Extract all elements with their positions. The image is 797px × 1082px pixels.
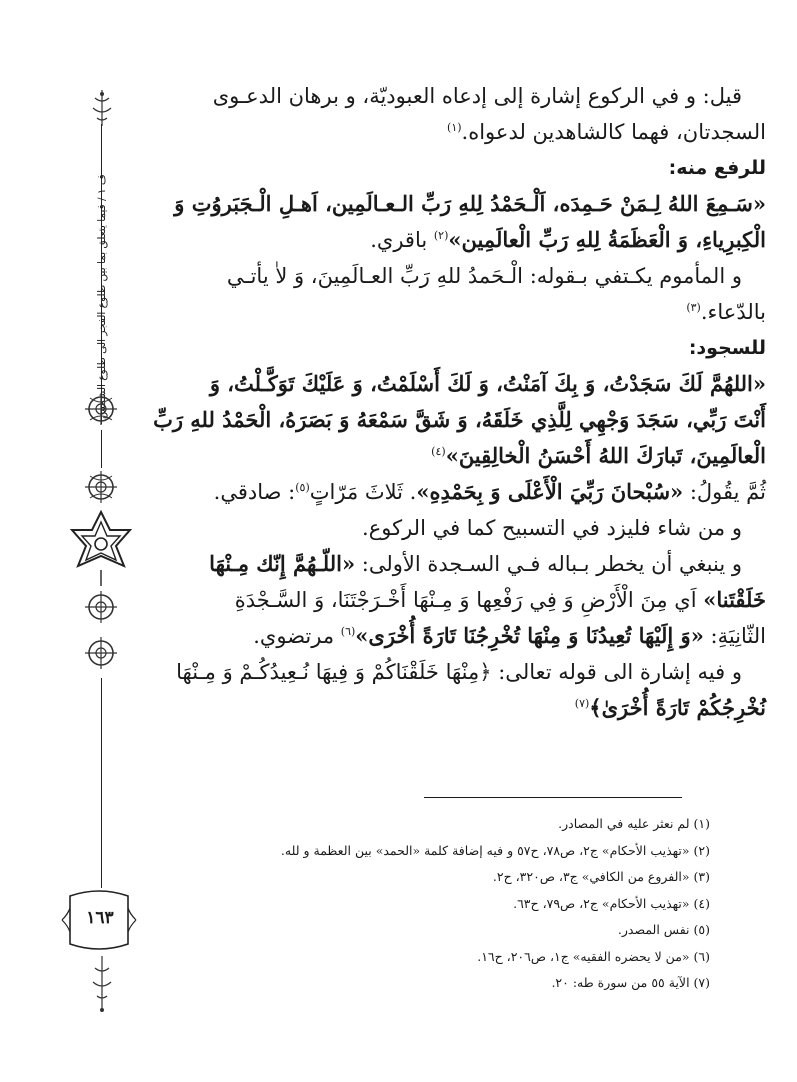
dua-sujud-line-3	[146, 438, 766, 474]
paragraph-7-intro: و ينبغي أن يخطر بـباله فـي السـجدة الأولى:	[355, 552, 742, 576]
paragraph-7-dua-second: «وَ إِلَيْهَا تُعِيدُنَا وَ مِنْهَا تُخْرِجُنَا تَارَةً أُخْرَى»	[355, 623, 704, 648]
footnote-1: (١) لم نعثر عليه في المصادر.	[558, 816, 710, 831]
dua-sujud-text: الْعالَمِينَ، تَبارَكَ اللهُ أَحْسَنُ الْخالِقِينَ»	[445, 443, 766, 468]
dua-rising-line-1: «سَـمِعَ اللهُ لِـمَنْ حَـمِدَه، اَلْـحَمْدُ لِلهِ رَبِّ الـعـالَمِين، اَهـلِ الْـجَبَروُتِ وَ	[174, 191, 766, 216]
dua-sujud-line-1: «اللهُمَّ لَكَ سَجَدْتُ، وَ بِكَ آمَنْتُ، وَ لَكَ أَسْلَمْتُ، وَ عَلَيْكَ تَوَكَّـلْتُ، وَ	[209, 371, 766, 396]
footnote-ref-3: (٣)	[686, 301, 701, 314]
footnote-7: (٧) الآية ٥٥ من سورة طه: ٢٠.	[551, 975, 710, 990]
footnote-ref-4: (٤)	[431, 445, 446, 458]
ornament-knot-2-icon	[80, 466, 122, 508]
source-murtadawi: مرتضوي.	[253, 624, 341, 648]
margin-rule-bottom	[101, 678, 102, 888]
star-medallion-icon	[66, 508, 136, 588]
paragraph-7-line-2	[146, 582, 766, 618]
main-text	[146, 78, 766, 726]
dua-rising-text: الْكِبرِياءِ، وَ الْعَظَمَةُ لِلهِ رَبِّ الْعالَمِين»	[448, 227, 766, 252]
footnote-5: (٥) نفس المصدر.	[617, 922, 710, 937]
footnote-separator	[424, 797, 682, 798]
quran-verse: نُخْرِجُكُمْ تَارَةً أُخْرَىٰ﴾	[589, 695, 766, 720]
footnote-6: (٦) «من لا يحضره الفقيه» ج١، ص٢٠٦، ح١٦.	[477, 948, 710, 964]
page-number: ١٦٣	[86, 908, 114, 928]
paragraph-5-count: . ثَلاثَ مَرّاتٍ	[309, 480, 417, 504]
footnote-ref-7: (٧)	[574, 697, 590, 710]
footnotes	[150, 811, 710, 997]
footnote-ref-2: (٢)	[433, 229, 449, 242]
flourish-top-icon	[87, 88, 117, 128]
paragraph-3-line-1: و المأموم يكـتفي بـقوله: الْـحَمدُ للهِ رَبِّ العـالَمِينَ، وَ لاٰ يأتـي	[226, 264, 742, 288]
dua-sujud-line-2: أَنْتَ رَبِّي، سَجَدَ وَجْهِي لِلَّذِي خَلَقَهُ، وَ شَقَّ سَمْعَهُ وَ بَصَرَهُ، الْحَمْدُ للهِ رَبِّ	[153, 407, 766, 432]
footnote-ref-6: (٦)	[340, 625, 356, 638]
dua-rising-line-2	[146, 222, 766, 258]
paragraph-6: و من شاء فليزد في التسبيح كما في الركوع.	[362, 516, 742, 540]
paragraph-7-line-3	[146, 618, 766, 654]
source-sadiqi: : صادقي.	[213, 480, 296, 504]
margin-rule-mid-1	[101, 430, 102, 468]
paragraph-5	[146, 474, 766, 510]
paragraph-1-text: السجدتان، فهما كالشاهدين لدعواه.	[461, 120, 766, 144]
paragraph-7-explanation: اَي مِنَ الْأَرْضِ وَ فِي رَفْعِها وَ مِـنْهَا أَخْـرَجْتَنَا، وَ السَّـجْدَةِ	[234, 588, 704, 612]
footnote-ref-1: (١)	[447, 121, 462, 134]
footnote-3: (٣) «الفروع من الكافي» ج٣، ص٣٢٠، ح٢.	[492, 869, 710, 884]
paragraph-7-line-1	[146, 546, 766, 582]
footnote-2: (٢) «تهذيب الأحكام» ج٢، ص٧٨، ح٥٧ و فيه إضافة كلمة «الحمد» بين العظمة و لله.	[280, 842, 710, 858]
paragraph-3-text: بالدّعاء.	[700, 300, 766, 324]
tasbih-text: «سُبْحانَ رَبِّيَ الْأَعْلَى وَ بِحَمْدِهِ»	[416, 479, 684, 504]
paragraph-7-second: الثّانِيَةِ:	[703, 624, 766, 648]
paragraph-8-line-2	[146, 690, 766, 726]
footnote-ref-5: (٥)	[295, 481, 310, 494]
footnote-4: (٤) «تهذيب الأحكام» ج٢، ص٧٩، ح٦٣.	[513, 895, 710, 911]
paragraph-8-line-1: و فيه إشارة الى قوله تعالى: ﴿مِنْهَا خَلَقْنَاكُمْ وَ فِيهَا نُـعِيدُكُـمْ وَ مِـنْهَا	[176, 660, 742, 684]
paragraph-1-line-1: قيل: و في الركوع إشارة إلى إدعاه العبوديّة، و برهان الدعـوى	[212, 84, 742, 108]
ornament-knot-4-icon	[80, 632, 122, 674]
margin-ornament-column	[62, 88, 136, 1028]
running-title: ف ١ / فيما يتعلق بما بين طلوع الفجر الى طلوع الشمس	[96, 174, 108, 420]
paragraph-7-dua-start: «اللّـهُمَّ إِنّك مِـنْهَا	[209, 551, 356, 576]
source-baqiri: باقري.	[370, 228, 428, 252]
heading-rising: للرفع منه:	[668, 157, 766, 179]
heading-prostration: للسجود:	[688, 337, 766, 359]
paragraph-1-line-2	[146, 114, 766, 150]
paragraph-5-intro: ثُمَّ يقُولُ:	[683, 480, 766, 504]
paragraph-7-dua-end: خَلَقْتَنا»	[703, 587, 766, 612]
ornament-knot-3-icon	[80, 586, 122, 628]
flourish-bottom-icon	[87, 954, 117, 1014]
paragraph-3-line-2	[146, 294, 766, 330]
ornament-knot-1-icon	[80, 388, 122, 430]
